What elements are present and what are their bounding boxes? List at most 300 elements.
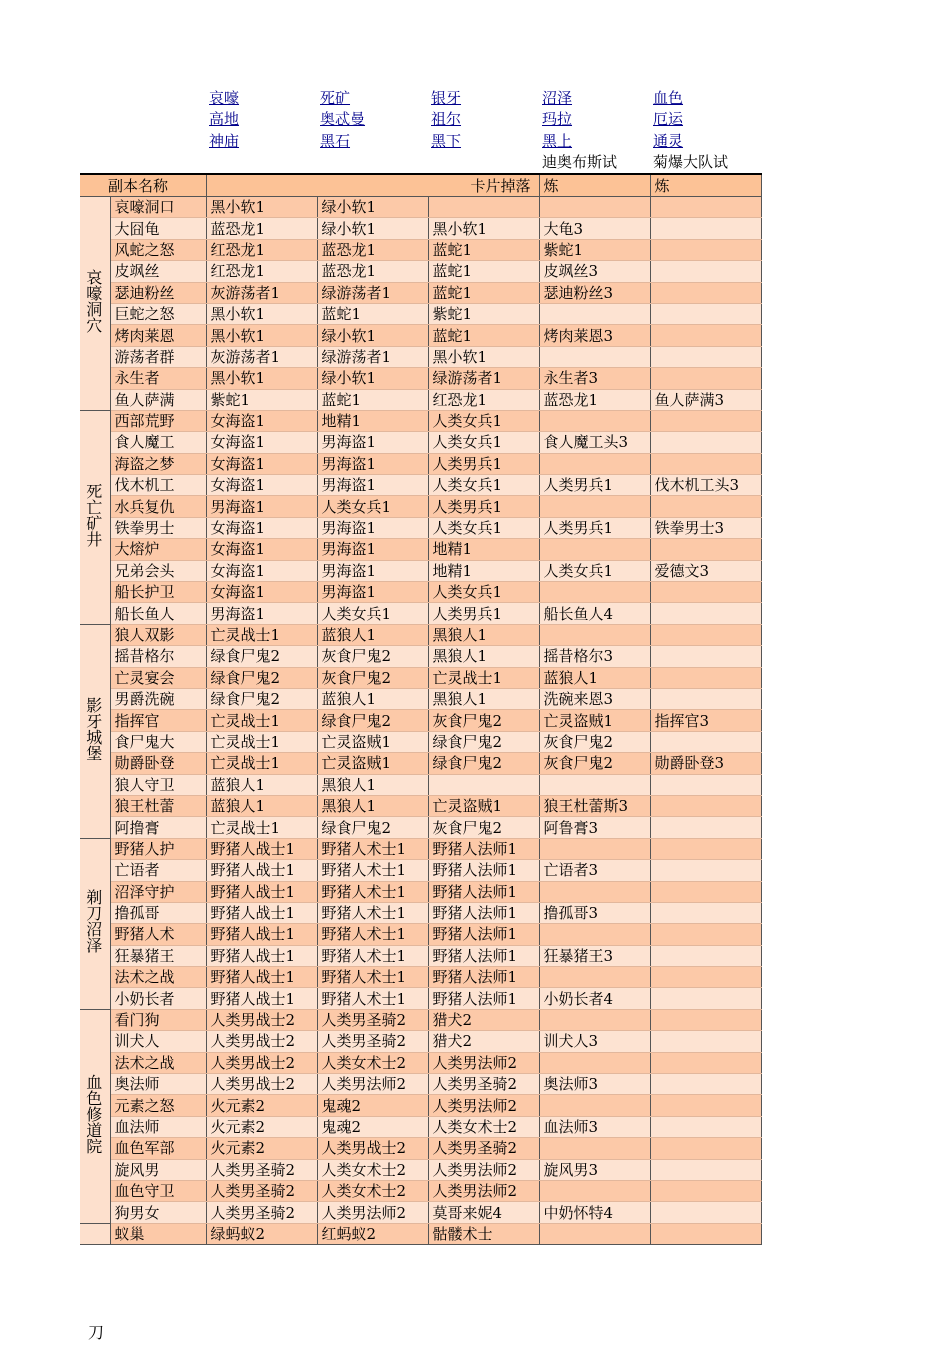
card-drop-cell bbox=[539, 1052, 650, 1073]
table-row bbox=[80, 902, 761, 923]
card-drop-cell bbox=[650, 1031, 761, 1052]
card-drop-cell: 人类男法师2 bbox=[428, 1159, 539, 1180]
dungeon-name: 血色修道院 bbox=[83, 1073, 103, 1154]
table-row bbox=[80, 282, 761, 303]
card-drop-cell bbox=[650, 774, 761, 795]
card-drop-cell: 野猪人法师1 bbox=[428, 881, 539, 902]
card-drop-cell: 亡灵战士1 bbox=[206, 817, 317, 838]
instance-link[interactable]: 玛拉 bbox=[542, 110, 573, 129]
card-drop-cell: 黑小软1 bbox=[206, 197, 317, 218]
instance-link[interactable]: 黑石 bbox=[320, 131, 351, 150]
card-drop-cell: 野猪人战士1 bbox=[206, 924, 317, 945]
boss-name-cell: 法术之战 bbox=[110, 967, 206, 988]
table-header-row bbox=[80, 174, 761, 197]
card-drop-cell: 女海盗1 bbox=[206, 453, 317, 474]
card-drop-cell bbox=[650, 902, 761, 923]
card-drop-cell: 女海盗1 bbox=[206, 517, 317, 538]
dungeon-name: 剃刀沼泽 bbox=[83, 889, 103, 954]
table-row bbox=[80, 539, 761, 560]
card-drop-cell: 绿游荡者1 bbox=[317, 282, 428, 303]
card-drop-cell bbox=[539, 197, 650, 218]
table-row bbox=[80, 624, 761, 645]
boss-name-cell: 水兵复仇 bbox=[110, 496, 206, 517]
card-drop-cell: 蓝蛇1 bbox=[428, 261, 539, 282]
dungeon-name: 哀嚎洞穴 bbox=[83, 268, 103, 333]
card-drop-cell bbox=[428, 197, 539, 218]
table-row bbox=[80, 303, 761, 324]
table-row bbox=[80, 967, 761, 988]
boss-name-cell: 指挥官 bbox=[110, 710, 206, 731]
instance-link[interactable]: 黑上 bbox=[542, 131, 573, 150]
card-drop-cell: 灰游荡者1 bbox=[206, 346, 317, 367]
table-row bbox=[80, 1202, 761, 1223]
table-row bbox=[80, 1009, 761, 1030]
boss-name-cell: 铁拳男士 bbox=[110, 517, 206, 538]
card-drop-cell: 亡灵盗贼1 bbox=[539, 710, 650, 731]
card-drop-cell bbox=[539, 1223, 650, 1244]
instance-link[interactable]: 沼泽 bbox=[542, 89, 573, 107]
card-drop-cell: 人类男圣骑2 bbox=[317, 1031, 428, 1052]
card-drop-cell: 男海盗1 bbox=[206, 603, 317, 624]
card-drop-cell: 亡灵战士1 bbox=[428, 667, 539, 688]
instance-link[interactable]: 祖尔 bbox=[431, 110, 462, 129]
boss-name-cell: 船长鱼人 bbox=[110, 603, 206, 624]
instance-link[interactable]: 死矿 bbox=[320, 89, 351, 107]
table-row bbox=[80, 1052, 761, 1073]
card-drop-cell: 骷髅术士 bbox=[428, 1223, 539, 1244]
card-drop-cell bbox=[650, 282, 761, 303]
card-drop-cell: 男海盗1 bbox=[317, 560, 428, 581]
card-drop-cell: 灰食尸鬼2 bbox=[317, 646, 428, 667]
instance-link-grid bbox=[209, 88, 769, 176]
card-drop-cell: 野猪人战士1 bbox=[206, 838, 317, 859]
table-row bbox=[80, 496, 761, 517]
boss-name-cell: 大囧龟 bbox=[110, 218, 206, 239]
card-drop-cell: 绿食尸鬼2 bbox=[206, 646, 317, 667]
card-drop-cell bbox=[539, 582, 650, 603]
table-row bbox=[80, 1095, 761, 1116]
link-column bbox=[431, 88, 541, 152]
card-drop-cell: 黑狼人1 bbox=[428, 624, 539, 645]
card-drop-cell bbox=[650, 603, 761, 624]
boss-name-cell: 哀嚎洞口 bbox=[110, 197, 206, 218]
boss-name-cell: 狼王杜蕾 bbox=[110, 795, 206, 816]
boss-name-cell: 狂暴猪王 bbox=[110, 945, 206, 966]
card-drop-cell: 大龟3 bbox=[539, 218, 650, 239]
boss-name-cell: 蚁巢 bbox=[110, 1223, 206, 1244]
card-drop-cell: 亡灵战士1 bbox=[206, 710, 317, 731]
header-instance-name: 副本名称 bbox=[80, 174, 206, 197]
boss-name-cell: 野猪人护 bbox=[110, 838, 206, 859]
card-drop-cell: 人类男战士2 bbox=[317, 1138, 428, 1159]
card-drop-cell bbox=[428, 774, 539, 795]
table-row bbox=[80, 753, 761, 774]
card-drop-cell: 野猪人法师1 bbox=[428, 838, 539, 859]
card-drop-cell: 绿食尸鬼2 bbox=[317, 710, 428, 731]
card-drop-cell bbox=[539, 838, 650, 859]
card-drop-cell: 火元素2 bbox=[206, 1138, 317, 1159]
card-drop-cell: 人类男兵1 bbox=[428, 496, 539, 517]
table-row bbox=[80, 432, 761, 453]
boss-name-cell: 西部荒野 bbox=[110, 410, 206, 431]
instance-link[interactable]: 哀嚎 bbox=[209, 89, 240, 107]
table-row bbox=[80, 881, 761, 902]
instance-link[interactable]: 高地 bbox=[209, 110, 240, 129]
table-row bbox=[80, 1031, 761, 1052]
card-drop-cell: 男海盗1 bbox=[317, 475, 428, 496]
link-column bbox=[320, 88, 430, 152]
card-drop-cell: 野猪人战士1 bbox=[206, 860, 317, 881]
card-drop-cell: 指挥官3 bbox=[650, 710, 761, 731]
boss-name-cell: 食尸鬼大 bbox=[110, 731, 206, 752]
boss-name-cell: 野猪人术 bbox=[110, 924, 206, 945]
dungeon-name: 死亡矿井 bbox=[83, 482, 103, 547]
card-drop-cell bbox=[539, 1009, 650, 1030]
card-drop-cell: 血法师3 bbox=[539, 1116, 650, 1137]
table-row bbox=[80, 838, 761, 859]
boss-name-cell: 亡语者 bbox=[110, 860, 206, 881]
boss-name-cell: 血法师 bbox=[110, 1116, 206, 1137]
card-drop-cell: 蓝恐龙1 bbox=[206, 218, 317, 239]
dungeon-group-label bbox=[80, 624, 110, 838]
table-row bbox=[80, 410, 761, 431]
boss-name-cell: 海盗之梦 bbox=[110, 453, 206, 474]
table-row bbox=[80, 988, 761, 1009]
card-drop-cell bbox=[650, 1116, 761, 1137]
card-drop-cell: 黑狼人1 bbox=[317, 774, 428, 795]
card-drop-cell: 蓝恐龙1 bbox=[317, 261, 428, 282]
instance-link[interactable]: 通灵 bbox=[653, 131, 684, 150]
boss-name-cell: 狼人双影 bbox=[110, 624, 206, 645]
card-drop-cell: 人类女兵1 bbox=[317, 603, 428, 624]
table-row bbox=[80, 774, 761, 795]
boss-name-cell: 摇昔格尔 bbox=[110, 646, 206, 667]
instance-link[interactable]: 奥忒曼 bbox=[320, 110, 366, 129]
card-drop-cell: 黑狼人1 bbox=[317, 795, 428, 816]
card-drop-cell bbox=[650, 967, 761, 988]
dungeon-group-label bbox=[80, 197, 110, 411]
card-drop-cell: 人类男法师2 bbox=[317, 1202, 428, 1223]
card-drop-cell: 蓝蛇1 bbox=[428, 325, 539, 346]
card-drop-cell bbox=[539, 1180, 650, 1201]
card-drop-cell bbox=[539, 881, 650, 902]
card-drop-cell: 紫蛇1 bbox=[206, 389, 317, 410]
instance-note: 菊爆大队试 bbox=[653, 153, 729, 172]
card-drop-cell: 野猪人术士1 bbox=[317, 881, 428, 902]
card-drop-cell: 灰游荡者1 bbox=[206, 282, 317, 303]
card-drop-cell bbox=[650, 667, 761, 688]
card-drop-cell: 蓝狼人1 bbox=[539, 667, 650, 688]
card-drop-cell: 男海盗1 bbox=[317, 432, 428, 453]
table-row bbox=[80, 1223, 761, 1244]
card-drop-cell: 人类女兵1 bbox=[428, 432, 539, 453]
boss-name-cell: 食人魔工 bbox=[110, 432, 206, 453]
card-drop-cell: 蓝蛇1 bbox=[317, 303, 428, 324]
card-drop-cell: 绿小软1 bbox=[317, 197, 428, 218]
card-drop-cell: 洗碗来恩3 bbox=[539, 688, 650, 709]
card-drop-cell: 灰食尸鬼2 bbox=[539, 731, 650, 752]
table-row bbox=[80, 475, 761, 496]
table-row bbox=[80, 389, 761, 410]
table-row bbox=[80, 517, 761, 538]
table-row bbox=[80, 667, 761, 688]
card-drop-cell: 蓝蛇1 bbox=[428, 282, 539, 303]
card-drop-cell: 女海盗1 bbox=[206, 475, 317, 496]
card-drop-cell: 人类男战士2 bbox=[206, 1074, 317, 1095]
card-drop-cell: 撸孤哥3 bbox=[539, 902, 650, 923]
card-drop-cell bbox=[650, 261, 761, 282]
card-drop-cell bbox=[650, 218, 761, 239]
link-column bbox=[209, 88, 319, 152]
card-drop-cell bbox=[650, 1180, 761, 1201]
card-drop-cell: 黑小软1 bbox=[206, 325, 317, 346]
card-drop-cell: 绿蚂蚁2 bbox=[206, 1223, 317, 1244]
table-row bbox=[80, 710, 761, 731]
card-drop-cell: 女海盗1 bbox=[206, 560, 317, 581]
card-drop-cell: 人类女术士2 bbox=[428, 1116, 539, 1137]
card-drop-cell: 人类男兵1 bbox=[428, 603, 539, 624]
card-drop-cell: 训犬人3 bbox=[539, 1031, 650, 1052]
card-drop-cell: 男海盗1 bbox=[317, 453, 428, 474]
card-drop-cell: 女海盗1 bbox=[206, 410, 317, 431]
card-drop-cell: 蓝蛇1 bbox=[428, 239, 539, 260]
card-drop-cell bbox=[650, 325, 761, 346]
card-drop-cell: 黑狼人1 bbox=[428, 688, 539, 709]
instance-link[interactable]: 黑下 bbox=[431, 131, 462, 150]
card-drop-cell: 人类女术士2 bbox=[317, 1180, 428, 1201]
card-drop-table bbox=[80, 173, 762, 1245]
card-drop-cell: 野猪人法师1 bbox=[428, 967, 539, 988]
dungeon-group-label bbox=[80, 1223, 110, 1244]
card-drop-cell bbox=[650, 731, 761, 752]
boss-name-cell: 元素之怒 bbox=[110, 1095, 206, 1116]
boss-name-cell: 游荡者群 bbox=[110, 346, 206, 367]
card-drop-cell: 蓝狼人1 bbox=[206, 774, 317, 795]
card-drop-cell: 男海盗1 bbox=[317, 517, 428, 538]
table-row bbox=[80, 261, 761, 282]
card-drop-cell: 人类男兵1 bbox=[539, 475, 650, 496]
card-drop-cell bbox=[650, 1074, 761, 1095]
card-drop-cell bbox=[650, 346, 761, 367]
card-drop-cell: 亡灵战士1 bbox=[206, 624, 317, 645]
card-drop-cell bbox=[650, 646, 761, 667]
card-drop-cell: 野猪人法师1 bbox=[428, 860, 539, 881]
card-drop-cell: 皮飒丝3 bbox=[539, 261, 650, 282]
card-drop-cell: 红恐龙1 bbox=[206, 239, 317, 260]
card-drop-cell: 狂暴猪王3 bbox=[539, 945, 650, 966]
table-row bbox=[80, 603, 761, 624]
card-drop-cell bbox=[650, 688, 761, 709]
card-drop-cell bbox=[650, 624, 761, 645]
card-drop-cell: 爱德文3 bbox=[650, 560, 761, 581]
card-drop-cell bbox=[539, 1095, 650, 1116]
card-drop-cell bbox=[650, 838, 761, 859]
card-drop-cell: 黑小软1 bbox=[206, 303, 317, 324]
card-drop-cell: 亡灵盗贼1 bbox=[317, 731, 428, 752]
boss-name-cell: 血色军部 bbox=[110, 1138, 206, 1159]
dungeon-group-label bbox=[80, 838, 110, 1009]
footer-text: 刀 bbox=[88, 1323, 105, 1342]
card-drop-cell: 红恐龙1 bbox=[428, 389, 539, 410]
card-drop-cell: 奥法师3 bbox=[539, 1074, 650, 1095]
card-drop-cell: 亡语者3 bbox=[539, 860, 650, 881]
card-drop-cell bbox=[539, 1138, 650, 1159]
card-drop-cell: 阿鲁膏3 bbox=[539, 817, 650, 838]
card-drop-cell: 人类女兵1 bbox=[428, 410, 539, 431]
card-drop-cell: 亡灵战士1 bbox=[206, 753, 317, 774]
card-drop-cell bbox=[650, 945, 761, 966]
table-row bbox=[80, 368, 761, 389]
card-drop-cell: 人类女兵1 bbox=[539, 560, 650, 581]
link-column bbox=[653, 88, 763, 174]
card-drop-cell: 绿食尸鬼2 bbox=[428, 731, 539, 752]
card-drop-cell: 人类男圣骑2 bbox=[206, 1159, 317, 1180]
table-row bbox=[80, 1116, 761, 1137]
card-drop-cell: 中奶怀特4 bbox=[539, 1202, 650, 1223]
card-drop-cell: 绿游荡者1 bbox=[317, 346, 428, 367]
instance-link[interactable]: 血色 bbox=[653, 89, 684, 107]
card-drop-cell: 人类女术士2 bbox=[317, 1159, 428, 1180]
instance-link[interactable]: 厄运 bbox=[653, 110, 684, 129]
instance-link[interactable]: 神庙 bbox=[209, 131, 240, 150]
card-drop-cell: 地精1 bbox=[428, 539, 539, 560]
table-row bbox=[80, 239, 761, 260]
card-drop-cell: 人类女术士2 bbox=[317, 1052, 428, 1073]
table-row bbox=[80, 860, 761, 881]
card-drop-cell: 火元素2 bbox=[206, 1095, 317, 1116]
boss-name-cell: 奥法师 bbox=[110, 1074, 206, 1095]
card-drop-cell bbox=[539, 967, 650, 988]
boss-name-cell: 船长护卫 bbox=[110, 582, 206, 603]
card-drop-cell: 亡灵战士1 bbox=[206, 731, 317, 752]
card-drop-cell: 旋风男3 bbox=[539, 1159, 650, 1180]
card-drop-cell: 男海盗1 bbox=[206, 496, 317, 517]
card-drop-cell bbox=[539, 496, 650, 517]
boss-name-cell: 皮飒丝 bbox=[110, 261, 206, 282]
card-drop-cell: 绿食尸鬼2 bbox=[317, 817, 428, 838]
card-drop-cell: 小奶长者4 bbox=[539, 988, 650, 1009]
card-drop-cell bbox=[650, 432, 761, 453]
card-drop-cell: 猎犬2 bbox=[428, 1009, 539, 1030]
card-drop-cell: 野猪人术士1 bbox=[317, 988, 428, 1009]
card-drop-cell: 野猪人术士1 bbox=[317, 902, 428, 923]
card-drop-cell: 地精1 bbox=[428, 560, 539, 581]
instance-link[interactable]: 银牙 bbox=[431, 89, 462, 107]
boss-name-cell: 鱼人萨满 bbox=[110, 389, 206, 410]
table-row bbox=[80, 731, 761, 752]
card-drop-cell: 女海盗1 bbox=[206, 432, 317, 453]
table-row bbox=[80, 795, 761, 816]
boss-name-cell: 瑟迪粉丝 bbox=[110, 282, 206, 303]
table-row bbox=[80, 646, 761, 667]
boss-name-cell: 兄弟会头 bbox=[110, 560, 206, 581]
table-row bbox=[80, 560, 761, 581]
card-drop-cell: 灰食尸鬼2 bbox=[428, 817, 539, 838]
card-drop-cell: 亡灵盗贼1 bbox=[428, 795, 539, 816]
instance-note: 迪奥布斯试 bbox=[542, 153, 618, 172]
table-row bbox=[80, 1159, 761, 1180]
card-drop-cell: 绿小软1 bbox=[317, 325, 428, 346]
card-drop-cell: 人类男圣骑2 bbox=[428, 1138, 539, 1159]
card-drop-cell: 人类男法师2 bbox=[317, 1074, 428, 1095]
dungeon-name: 影牙城堡 bbox=[83, 696, 103, 761]
card-drop-cell bbox=[650, 860, 761, 881]
boss-name-cell: 血色守卫 bbox=[110, 1180, 206, 1201]
boss-name-cell: 巨蛇之怒 bbox=[110, 303, 206, 324]
card-drop-cell: 野猪人法师1 bbox=[428, 902, 539, 923]
card-drop-cell bbox=[650, 817, 761, 838]
card-drop-cell: 灰食尸鬼2 bbox=[428, 710, 539, 731]
table-row bbox=[80, 453, 761, 474]
dungeon-group-label bbox=[80, 410, 110, 624]
card-drop-cell bbox=[650, 1009, 761, 1030]
card-drop-cell: 烤肉莱恩3 bbox=[539, 325, 650, 346]
card-drop-cell bbox=[650, 1159, 761, 1180]
dungeon-group-label bbox=[80, 1009, 110, 1223]
table-row bbox=[80, 1074, 761, 1095]
card-drop-cell: 黑小软1 bbox=[428, 218, 539, 239]
card-drop-cell: 地精1 bbox=[317, 410, 428, 431]
card-drop-cell: 火元素2 bbox=[206, 1116, 317, 1137]
card-drop-cell: 黑小软1 bbox=[428, 346, 539, 367]
table-row bbox=[80, 688, 761, 709]
card-drop-cell: 绿食尸鬼2 bbox=[206, 667, 317, 688]
card-drop-cell: 鬼魂2 bbox=[317, 1095, 428, 1116]
boss-name-cell: 男爵洗碗 bbox=[110, 688, 206, 709]
card-drop-cell: 人类男圣骑2 bbox=[428, 1074, 539, 1095]
table-row bbox=[80, 346, 761, 367]
card-drop-cell: 人类女兵1 bbox=[317, 496, 428, 517]
card-drop-cell bbox=[539, 924, 650, 945]
card-drop-cell: 人类女兵1 bbox=[428, 582, 539, 603]
boss-name-cell: 大熔炉 bbox=[110, 539, 206, 560]
card-drop-cell: 永生者3 bbox=[539, 368, 650, 389]
card-drop-cell: 野猪人战士1 bbox=[206, 902, 317, 923]
card-drop-cell: 人类男战士2 bbox=[206, 1031, 317, 1052]
card-drop-cell: 人类男战士2 bbox=[206, 1052, 317, 1073]
card-drop-cell bbox=[539, 539, 650, 560]
table-row bbox=[80, 582, 761, 603]
card-drop-cell bbox=[650, 197, 761, 218]
link-column bbox=[542, 88, 652, 174]
card-drop-cell bbox=[650, 1202, 761, 1223]
card-drop-cell: 紫蛇1 bbox=[428, 303, 539, 324]
card-drop-cell: 蓝狼人1 bbox=[317, 624, 428, 645]
card-drop-cell bbox=[650, 496, 761, 517]
card-drop-cell: 红恐龙1 bbox=[206, 261, 317, 282]
card-drop-cell: 人类女兵1 bbox=[428, 475, 539, 496]
card-drop-cell: 摇昔格尔3 bbox=[539, 646, 650, 667]
card-drop-cell: 女海盗1 bbox=[206, 539, 317, 560]
table-row bbox=[80, 1138, 761, 1159]
boss-name-cell: 旋风男 bbox=[110, 1159, 206, 1180]
boss-name-cell: 看门狗 bbox=[110, 1009, 206, 1030]
boss-name-cell: 风蛇之怒 bbox=[110, 239, 206, 260]
card-drop-cell: 鱼人萨满3 bbox=[650, 389, 761, 410]
card-drop-cell: 绿游荡者1 bbox=[428, 368, 539, 389]
card-drop-cell bbox=[650, 582, 761, 603]
boss-name-cell: 永生者 bbox=[110, 368, 206, 389]
card-drop-cell bbox=[650, 881, 761, 902]
card-drop-cell bbox=[650, 1138, 761, 1159]
card-drop-cell: 蓝恐龙1 bbox=[539, 389, 650, 410]
card-drop-cell: 人类男圣骑2 bbox=[206, 1180, 317, 1201]
card-drop-cell: 男海盗1 bbox=[317, 539, 428, 560]
header-col5-suffix: 炼 bbox=[650, 174, 761, 197]
card-drop-cell: 野猪人战士1 bbox=[206, 988, 317, 1009]
card-drop-cell bbox=[650, 368, 761, 389]
header-col4-suffix: 炼 bbox=[539, 174, 650, 197]
